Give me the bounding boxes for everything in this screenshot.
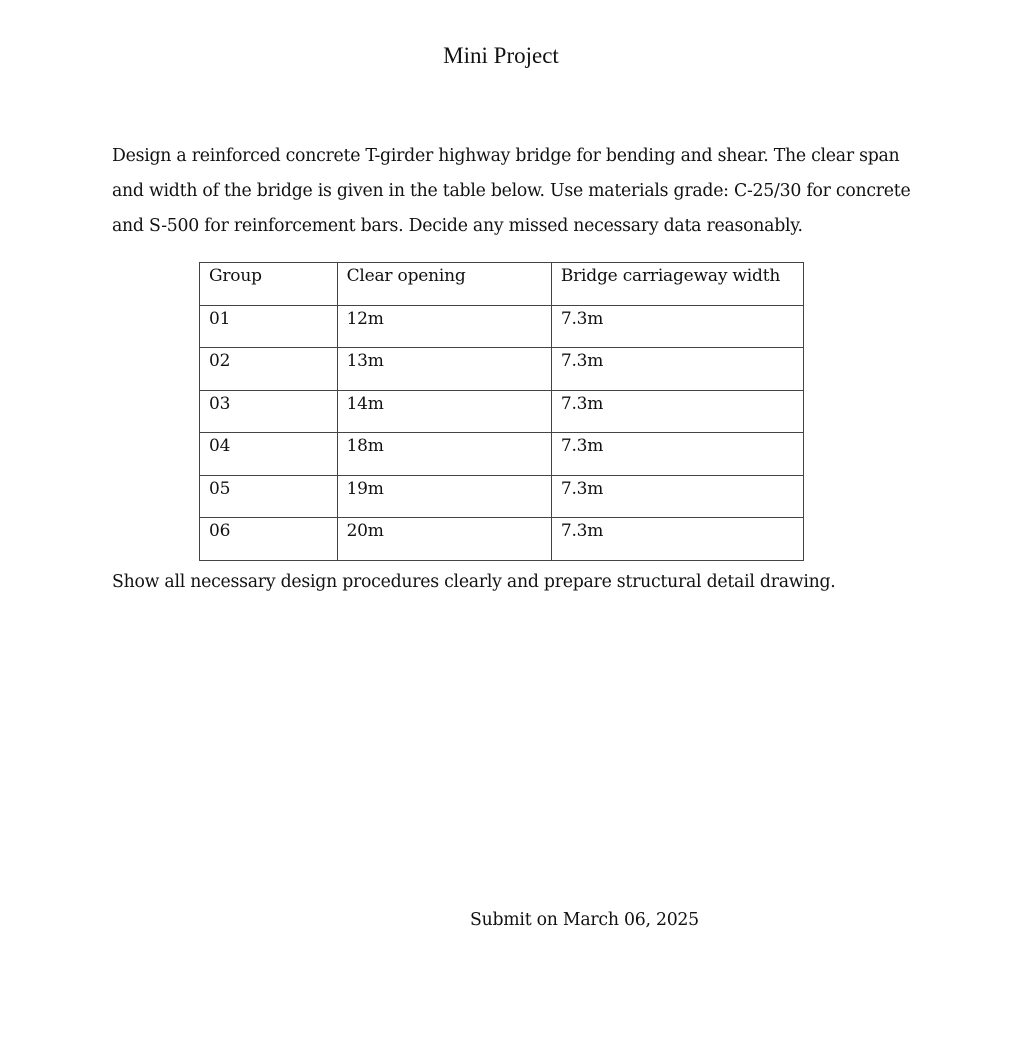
table-row [200, 390, 804, 433]
cell-group: 05 [200, 475, 338, 518]
intro-line: and S-500 for reinforcement bars. Decide any missed necessary data reasonably. [112, 216, 803, 236]
header-carriageway-width: Bridge carriageway width [551, 263, 803, 306]
table-row [200, 348, 804, 391]
group-span-table [199, 262, 804, 561]
table-row [200, 475, 804, 518]
cell-clear-opening: 14m [337, 390, 551, 433]
cell-carriageway-width: 7.3m [551, 390, 803, 433]
table-row [200, 433, 804, 476]
cell-carriageway-width: 7.3m [551, 305, 803, 348]
cell-carriageway-width: 7.3m [551, 433, 803, 476]
intro-line: Design a reinforced concrete T-girder highway bridge for bending and shear. The clear span [112, 146, 900, 166]
table-row [200, 518, 804, 561]
header-clear-opening: Clear opening [337, 263, 551, 306]
cell-clear-opening: 18m [337, 433, 551, 476]
closing-paragraph: Show all necessary design procedures clearly and prepare structural detail drawing. [112, 572, 836, 592]
cell-group: 03 [200, 390, 338, 433]
table-row [200, 305, 804, 348]
cell-group: 02 [200, 348, 338, 391]
cell-carriageway-width: 7.3m [551, 518, 803, 561]
intro-paragraph [112, 139, 912, 244]
header-group: Group [200, 263, 338, 306]
cell-clear-opening: 19m [337, 475, 551, 518]
cell-group: 06 [200, 518, 338, 561]
cell-clear-opening: 20m [337, 518, 551, 561]
cell-clear-opening: 12m [337, 305, 551, 348]
page-title: Mini Project [443, 43, 559, 68]
cell-group: 04 [200, 433, 338, 476]
cell-carriageway-width: 7.3m [551, 475, 803, 518]
cell-clear-opening: 13m [337, 348, 551, 391]
cell-carriageway-width: 7.3m [551, 348, 803, 391]
intro-line: and width of the bridge is given in the table below. Use materials grade: C-25/30 for concrete [112, 181, 911, 201]
submission-date: Submit on March 06, 2025 [470, 910, 699, 930]
table-header-row [200, 263, 804, 306]
cell-group: 01 [200, 305, 338, 348]
